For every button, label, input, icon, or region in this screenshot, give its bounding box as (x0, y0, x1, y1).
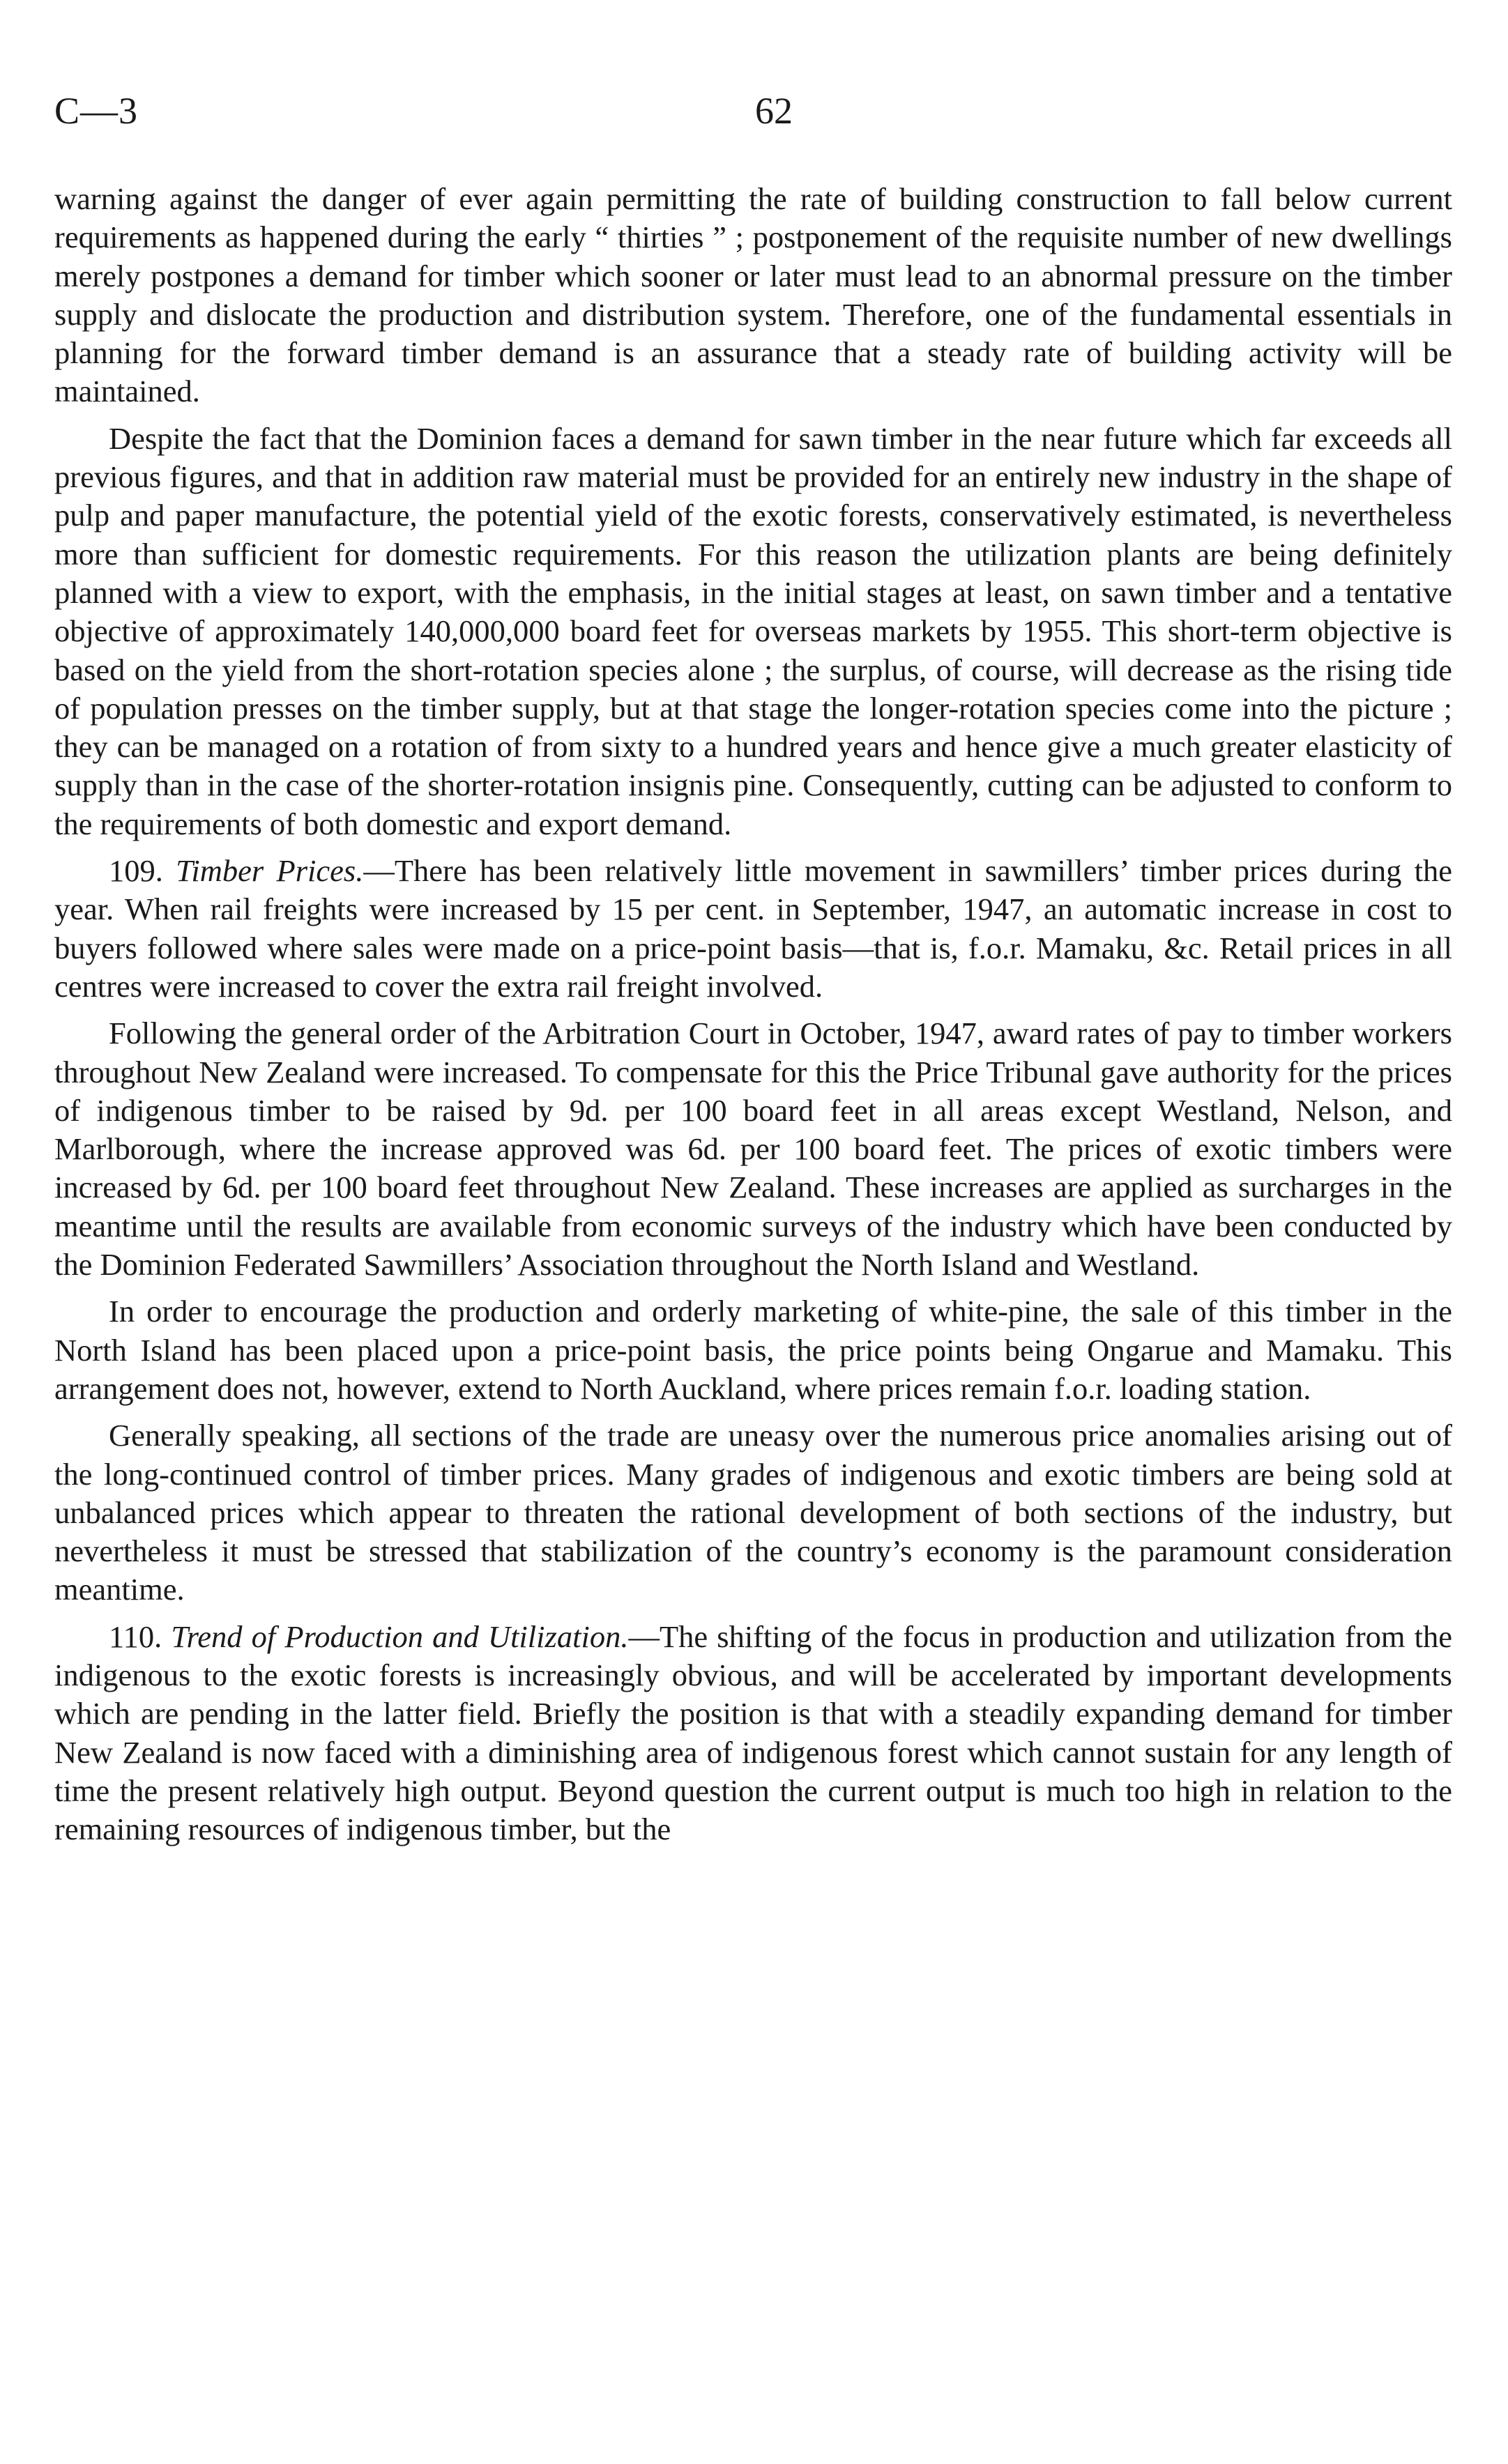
paragraph-white-pine (54, 1292, 1452, 1408)
page-number: 62 (755, 90, 793, 132)
section-number: 110. (109, 1619, 162, 1654)
paragraph-text: In order to encourage the production and orderly marketing of white-pine, the sale of this timber in the North Island has been placed upon a price-point basis, the price points being Ongarue and Mamaku. This arrangement does not, however, extend to North Auckland, where prices remain f.o.r. loading station. (54, 1294, 1452, 1406)
section-109-timber-prices (54, 852, 1452, 1006)
paragraph-arbitration-court (54, 1014, 1452, 1284)
paragraph-text: warning against the danger of ever again permitting the rate of building construction to fall below current requirements as happened during the early “ thirties ” ; postponement of the requisite number of new dwellings merely postpones a demand for timber which sooner or later must lead to an abnormal pressure on the timber supply and dislocate the production and distribution system. Therefore, one of the fundamental essentials in planning for the forward timber demand is an assurance that a steady rate of building activity will be maintained. (54, 181, 1452, 409)
paragraph-price-anomalies (54, 1416, 1452, 1609)
section-110-trend-production (54, 1618, 1452, 1849)
running-header (54, 89, 1452, 138)
paragraph-continued-warning (54, 180, 1452, 411)
paragraph-text: —There has been relatively little movement in sawmillers’ timber prices during the year. When rail freights were increased by 15 per cent. in September, 1947, an automatic increase in cost to buyers followed where sales were made on a price-point basis—that is, f.o.r. Mamaku, &c. Retail prices in all centres were increased to cover the extra rail freight involved. (54, 853, 1453, 1004)
paragraph-text: Generally speaking, all sections of the trade are uneasy over the numerous price anomalies arising out of the long-continued control of timber prices. Many grades of indigenous and exotic timbers are being sold at unbalanced prices which appear to threaten the rational development of both sections of the industry, but nevertheless it must be stressed that stabilization of the country’s economy is the paramount consideration meantime. (54, 1418, 1452, 1607)
paragraph-text: Following the general order of the Arbitration Court in October, 1947, award rates of pay to timber workers throughout New Zealand were increased. To compensate for this the Price Tribunal gave authority for the prices of indigenous timber to be raised by 9d. per 100 board feet in all areas except Westland, Nelson, and Marlborough, where the increase approved was 6d. per 100 board feet. The prices of exotic timbers were increased by 6d. per 100 board feet throughout New Zealand. These increases are applied as surcharges in the meantime until the results are available from economic surveys of the industry which have been conducted by the Dominion Federated Sawmillers’ Association throughout the North Island and Westland. (54, 1016, 1452, 1283)
section-title: Timber Prices. (176, 853, 364, 889)
paragraph-exotic-forests-export (54, 420, 1452, 843)
section-number: 109. (109, 853, 163, 889)
body-text (54, 180, 1452, 1857)
paragraph-text: Despite the fact that the Dominion faces a demand for sawn timber in the near future which far exceeds all previous figures, and that in addition raw material must be provided for an entirely new industry in the shape of pulp and paper manufacture, the potential yield of the exotic forests, conservatively estimated, is nevertheless more than sufficient for domestic requirements. For this reason the utilization plants are being definitely planned with a view to export, with the emphasis, in the initial stages at least, on sawn timber and a tentative objective of approximately 140,000,000 board feet for overseas markets by 1955. This short-term objective is based on the yield from the short-rotation species alone ; the surplus, of course, will decrease as the rising tide of population presses on the timber supply, but at that stage the longer-rotation species come into the picture ; they can be managed on a rotation of from sixty to a hundred years and hence give a much greater elasticity of supply than in the case of the shorter-rotation insignis pine. Consequently, cutting can be adjusted to conform to the requirements of both domestic and export demand. (54, 420, 1452, 841)
report-reference: C—3 (54, 90, 139, 132)
paragraph-text: —The shifting of the focus in production and utilization from the indigenous to the exotic forests is increasingly obvious, and will be accelerated by important developments which are pending in the latter field. Briefly the position is that with a steadily expanding demand for timber New Zealand is now faced with a diminishing area of indigenous forest which cannot sustain for any length of time the present relatively high output. Beyond question the current output is much too high in relation to the remaining resources of indigenous timber, but the (54, 1619, 1452, 1847)
section-title: Trend of Production and Utilization. (171, 1619, 629, 1654)
